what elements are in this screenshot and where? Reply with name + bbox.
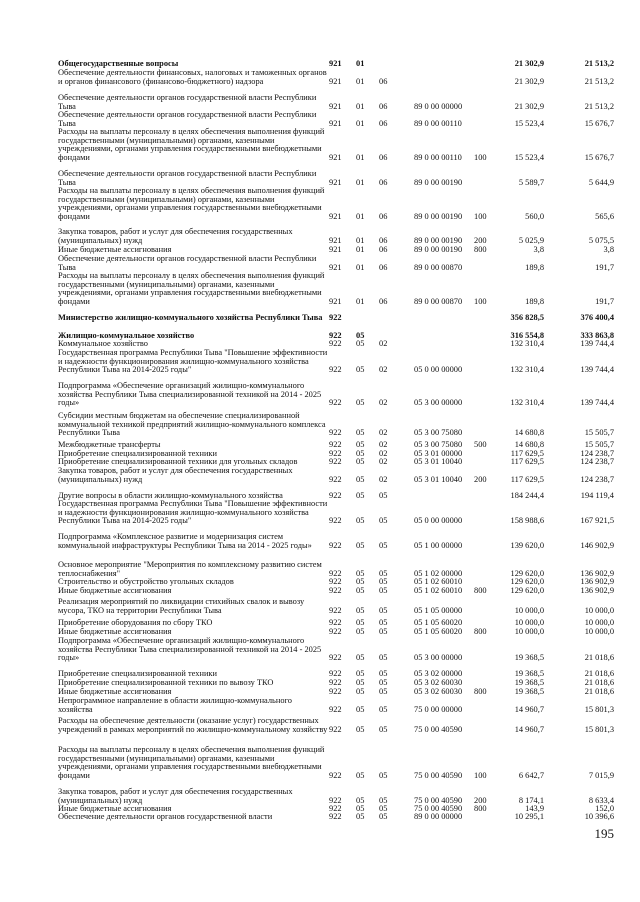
- row-subsection: 05: [379, 724, 388, 734]
- row-target-code: 05 1 02 60010: [414, 586, 463, 595]
- row-section: 01: [356, 235, 365, 245]
- row-amount-year2: 333 863,8: [580, 331, 614, 340]
- row-target-code: 75 0 00 40590: [414, 795, 463, 805]
- row-grbs: 921: [329, 262, 342, 272]
- row-subsection: 05: [379, 653, 388, 663]
- row-name: Иные бюджетные ассигнования: [58, 586, 172, 595]
- row-subsection: 05: [379, 704, 388, 714]
- row-target-code: 89 0 00 00190: [414, 235, 463, 245]
- row-name: Расходы на выплаты персоналу в целях обеспечения выполнения функций государственными (муниципальными) органами, казенными учреждениями, органами управления государственными внебюджетными фондами: [58, 745, 325, 780]
- row-section: 05: [356, 605, 365, 615]
- row-amount-year1: 21 302,9: [514, 101, 544, 111]
- row-amount-year1: 117 629,5: [510, 457, 544, 466]
- row-amount-year1: 117 629,5: [510, 449, 544, 458]
- row-amount-year2: 15 676,7: [584, 152, 614, 162]
- row-amount-year1: 5 025,9: [518, 235, 544, 245]
- row-section: 01: [356, 262, 365, 272]
- row-name: Приобретение специализированной техники по вывозу ТКО: [58, 678, 274, 687]
- row-subsection: 02: [379, 398, 388, 408]
- row-amount-year1: 10 000,0: [514, 618, 544, 627]
- row-grbs: 922: [329, 618, 342, 627]
- row-amount-year1: 21 302,9: [514, 59, 544, 68]
- row-amount-year2: 139 744,4: [580, 398, 614, 408]
- row-subsection: 06: [379, 296, 388, 306]
- row-expense-type: 100: [474, 296, 487, 306]
- row-section: 05: [356, 804, 365, 813]
- row-name: Расходы на выплаты персоналу в целях обеспечения выполнения функций государственными (муниципальными) органами, казенными учреждениями, органами управления государственными внебюджетными фондами: [58, 127, 325, 162]
- row-amount-year1: 15 523,4: [514, 152, 544, 162]
- row-target-code: 05 3 01 00000: [414, 449, 463, 458]
- row-target-code: 05 3 00 75080: [414, 428, 463, 438]
- row-subsection: 05: [379, 491, 388, 500]
- row-amount-year1: 6 642,7: [518, 770, 544, 780]
- row-target-code: 89 0 00 00870: [414, 296, 463, 306]
- page-number: 195: [594, 826, 614, 841]
- row-subsection: 05: [379, 687, 388, 696]
- row-amount-year2: 8 633,4: [588, 795, 614, 805]
- row-subsection: 05: [379, 678, 388, 687]
- row-target-code: 89 0 00 00110: [414, 152, 462, 162]
- row-subsection: 02: [379, 440, 388, 449]
- row-subsection: 06: [379, 262, 388, 272]
- row-name: Обеспечение деятельности органов государственной власти: [58, 812, 273, 821]
- row-amount-year2: 3,8: [603, 245, 614, 254]
- row-name: Межбюджетные трансферты: [58, 440, 161, 449]
- row-name: Иные бюджетные ассигнования: [58, 804, 172, 813]
- row-amount-year2: 5 644,9: [588, 177, 614, 187]
- row-grbs: 922: [329, 474, 342, 484]
- row-target-code: 05 3 02 00000: [414, 669, 463, 678]
- row-target-code: 05 3 00 00000: [414, 653, 463, 663]
- row-amount-year1: 10 000,0: [514, 627, 544, 636]
- row-amount-year2: 21 513,2: [584, 59, 614, 68]
- row-name: Закупка товаров, работ и услуг для обеспечения государственных (муниципальных) нужд: [58, 227, 293, 245]
- row-grbs: 922: [329, 605, 342, 615]
- row-name: Приобретение специализированной техники для угольных складов: [58, 457, 298, 466]
- row-grbs: 921: [329, 235, 342, 245]
- row-amount-year2: 21 018,6: [584, 653, 614, 663]
- row-subsection: 05: [379, 540, 388, 550]
- row-grbs: 922: [329, 669, 342, 678]
- row-section: 05: [356, 540, 365, 550]
- row-grbs: 922: [329, 687, 342, 696]
- row-section: 05: [356, 491, 365, 500]
- row-target-code: 05 1 05 00000: [414, 605, 463, 615]
- row-amount-year2: 124 238,7: [580, 474, 614, 484]
- row-name: Государственная программа Республики Тыва "Повышение эффективности и надежности функционирования жилищно-коммунального хозяйства Республики Тыва на 2014-2025 годы": [58, 499, 328, 526]
- row-subsection: 05: [379, 627, 388, 636]
- row-subsection: 06: [379, 245, 388, 254]
- row-target-code: 05 1 02 00000: [414, 568, 463, 578]
- row-grbs: 922: [329, 770, 342, 780]
- row-section: 05: [356, 398, 365, 408]
- row-amount-year1: 10 295,1: [514, 812, 544, 821]
- row-section: 01: [356, 76, 365, 86]
- row-grbs: 922: [329, 449, 342, 458]
- row-name: Приобретение специализированной техники: [58, 449, 217, 458]
- row-amount-year2: 21 018,6: [584, 678, 614, 687]
- row-section: 05: [356, 687, 365, 696]
- row-grbs: 921: [329, 76, 342, 86]
- row-amount-year2: 139 744,4: [580, 365, 614, 375]
- row-section: 05: [356, 770, 365, 780]
- row-name: Подпрограмма «Обеспечение организаций жилищно-коммунального хозяйства Республики Тыва специализированной техникой на 2014 - 2025 годы»: [58, 381, 322, 408]
- row-target-code: 05 3 01 10040: [414, 474, 463, 484]
- row-subsection: 06: [379, 76, 388, 86]
- row-grbs: 922: [329, 627, 342, 636]
- row-amount-year2: 15 676,7: [584, 118, 614, 128]
- row-subsection: 02: [379, 339, 388, 348]
- row-amount-year1: 560,0: [525, 211, 544, 221]
- row-grbs: 922: [329, 568, 342, 578]
- row-name: Иные бюджетные ассигнования: [58, 627, 172, 636]
- row-grbs: 922: [329, 804, 342, 813]
- row-name: Государственная программа Республики Тыва "Повышение эффективности и надежности функционирования жилищно-коммунального хозяйства Республики Тыва на 2014-2025 годы": [58, 348, 328, 375]
- row-amount-year1: 3,8: [533, 245, 544, 254]
- row-amount-year1: 132 310,4: [510, 398, 544, 408]
- row-grbs: 922: [329, 365, 342, 375]
- row-amount-year1: 15 523,4: [514, 118, 544, 128]
- row-subsection: 05: [379, 804, 388, 813]
- row-section: 01: [356, 59, 365, 68]
- row-name: Обеспечение деятельности органов государственной власти Республики Тыва: [58, 169, 317, 187]
- row-grbs: 922: [329, 457, 342, 466]
- row-section: 05: [356, 812, 365, 821]
- row-amount-year1: 129 620,0: [510, 586, 544, 595]
- row-subsection: 05: [379, 568, 388, 578]
- row-grbs: 921: [329, 177, 342, 187]
- row-amount-year2: 15 505,7: [584, 428, 614, 438]
- row-target-code: 89 0 00 00190: [414, 177, 463, 187]
- row-expense-type: 800: [474, 804, 487, 813]
- row-grbs: 921: [329, 296, 342, 306]
- row-section: 01: [356, 296, 365, 306]
- row-section: 05: [356, 704, 365, 714]
- row-amount-year1: 19 368,5: [514, 687, 544, 696]
- row-target-code: 05 3 02 60030: [414, 687, 463, 696]
- row-amount-year2: 21 018,6: [584, 687, 614, 696]
- row-target-code: 05 0 00 00000: [414, 365, 463, 375]
- row-name: Непрограммное направление в области жилищно-коммунального хозяйства: [58, 696, 292, 714]
- row-expense-type: 200: [474, 795, 487, 805]
- row-name: Расходы на выплаты персоналу в целях обеспечения выполнения функций государственными (муниципальными) органами, казенными учреждениями, органами управления государственными внебюджетными фондами: [58, 186, 325, 221]
- row-expense-type: 100: [474, 211, 487, 221]
- row-grbs: 921: [329, 118, 342, 128]
- row-grbs: 922: [329, 516, 342, 526]
- row-name: Реализация мероприятий по ликвидации стихийных свалок и вывозу мусора, ТКО на территории Республики Тыва: [58, 597, 305, 615]
- row-target-code: 75 0 00 40590: [414, 770, 463, 780]
- row-amount-year2: 565,6: [595, 211, 614, 221]
- row-target-code: 89 0 00 00190: [414, 245, 463, 254]
- row-subsection: 05: [379, 586, 388, 595]
- row-target-code: 89 0 00 00870: [414, 262, 463, 272]
- row-amount-year2: 21 513,2: [584, 101, 614, 111]
- row-subsection: 05: [379, 577, 388, 586]
- row-subsection: 02: [379, 365, 388, 375]
- row-amount-year1: 19 368,5: [514, 653, 544, 663]
- row-section: 01: [356, 245, 365, 254]
- row-target-code: 05 3 02 60030: [414, 678, 463, 687]
- row-section: 05: [356, 577, 365, 586]
- row-amount-year2: 7 015,9: [588, 770, 614, 780]
- row-section: 05: [356, 627, 365, 636]
- row-target-code: 05 0 00 00000: [414, 516, 463, 526]
- row-section: 05: [356, 474, 365, 484]
- row-grbs: 922: [329, 339, 342, 348]
- row-name: Подпрограмма «Комплексное развитие и модернизация систем коммунальной инфраструктуры Республики Тыва на 2014 - 2025 годы»: [58, 532, 312, 550]
- row-amount-year2: 10 396,6: [584, 812, 614, 821]
- row-amount-year1: 8 174,1: [518, 795, 544, 805]
- row-section: 05: [356, 365, 365, 375]
- row-grbs: 922: [329, 795, 342, 805]
- row-amount-year1: 139 620,0: [510, 540, 544, 550]
- row-amount-year1: 184 244,4: [510, 491, 544, 500]
- row-amount-year2: 21 513,2: [584, 76, 614, 86]
- row-expense-type: 800: [474, 687, 487, 696]
- row-target-code: 75 0 00 40590: [414, 724, 463, 734]
- row-grbs: 922: [329, 331, 342, 340]
- row-grbs: 922: [329, 812, 342, 821]
- row-amount-year1: 5 589,7: [518, 177, 544, 187]
- row-name: Закупка товаров, работ и услуг для обеспечения государственных (муниципальных) нужд: [58, 466, 293, 484]
- row-grbs: 922: [329, 313, 342, 322]
- row-subsection: 06: [379, 211, 388, 221]
- row-amount-year2: 194 119,4: [580, 491, 614, 500]
- row-name: Строительство и обустройство угольных складов: [58, 577, 234, 586]
- row-grbs: 922: [329, 678, 342, 687]
- row-section: 05: [356, 653, 365, 663]
- row-name: Закупка товаров, работ и услуг для обеспечения государственных (муниципальных) нужд: [58, 787, 293, 805]
- row-amount-year2: 191,7: [595, 296, 614, 306]
- row-target-code: 05 3 00 00000: [414, 398, 463, 408]
- row-expense-type: 100: [474, 152, 487, 162]
- row-amount-year1: 10 000,0: [514, 605, 544, 615]
- row-target-code: 75 0 00 00000: [414, 704, 463, 714]
- row-amount-year1: 14 680,8: [514, 428, 544, 438]
- row-grbs: 922: [329, 586, 342, 595]
- row-amount-year1: 143,9: [525, 804, 544, 813]
- row-subsection: 06: [379, 101, 388, 111]
- row-section: 05: [356, 568, 365, 578]
- row-subsection: 02: [379, 474, 388, 484]
- row-grbs: 922: [329, 577, 342, 586]
- row-amount-year2: 136 902,9: [580, 577, 614, 586]
- row-subsection: 05: [379, 605, 388, 615]
- row-grbs: 921: [329, 211, 342, 221]
- row-amount-year2: 15 801,3: [584, 704, 614, 714]
- row-name: Другие вопросы в области жилищно-коммунального хозяйства: [58, 491, 283, 500]
- row-subsection: 06: [379, 152, 388, 162]
- row-amount-year2: 152,0: [595, 804, 614, 813]
- row-name: Приобретение оборудования по сбору ТКО: [58, 618, 213, 627]
- row-amount-year2: 124 238,7: [580, 449, 614, 458]
- row-expense-type: 200: [474, 235, 487, 245]
- row-section: 05: [356, 618, 365, 627]
- row-amount-year2: 136 902,9: [580, 568, 614, 578]
- row-amount-year2: 124 238,7: [580, 457, 614, 466]
- row-section: 05: [356, 795, 365, 805]
- row-target-code: 75 0 00 40590: [414, 804, 463, 813]
- row-target-code: 89 0 00 00110: [414, 118, 462, 128]
- row-target-code: 89 0 00 00000: [414, 101, 463, 111]
- row-amount-year1: 132 310,4: [510, 365, 544, 375]
- row-grbs: 922: [329, 724, 342, 734]
- row-subsection: 02: [379, 428, 388, 438]
- row-amount-year2: 136 902,9: [580, 586, 614, 595]
- row-expense-type: 800: [474, 245, 487, 254]
- row-subsection: 05: [379, 812, 388, 821]
- row-section: 05: [356, 586, 365, 595]
- row-amount-year2: 146 902,9: [580, 540, 614, 550]
- row-grbs: 921: [329, 245, 342, 254]
- row-amount-year2: 10 000,0: [584, 605, 614, 615]
- row-section: 05: [356, 724, 365, 734]
- row-section: 01: [356, 177, 365, 187]
- row-section: 05: [356, 678, 365, 687]
- row-amount-year1: 129 620,0: [510, 568, 544, 578]
- row-amount-year1: 117 629,5: [510, 474, 544, 484]
- row-amount-year2: 21 018,6: [584, 669, 614, 678]
- row-grbs: 922: [329, 653, 342, 663]
- row-target-code: 05 3 01 10040: [414, 457, 463, 466]
- row-name: Подпрограмма «Обеспечение организаций жилищно-коммунального хозяйства Республики Тыва специализированной техникой на 2014 - 2025 годы»: [58, 636, 322, 663]
- row-grbs: 921: [329, 101, 342, 111]
- row-section: 01: [356, 118, 365, 128]
- row-subsection: 05: [379, 669, 388, 678]
- row-amount-year2: 139 744,4: [580, 339, 614, 348]
- row-amount-year2: 376 400,4: [580, 313, 614, 322]
- row-grbs: 922: [329, 704, 342, 714]
- row-target-code: 05 1 00 00000: [414, 540, 463, 550]
- row-subsection: 05: [379, 516, 388, 526]
- row-name: Обеспечение деятельности органов государственной власти Республики Тыва: [58, 110, 317, 128]
- row-grbs: 922: [329, 428, 342, 438]
- row-name: Обеспечение деятельности финансовых, налоговых и таможенных органов и органов финансового (финансово-бюджетного) надзора: [58, 68, 327, 86]
- row-grbs: 922: [329, 491, 342, 500]
- row-grbs: 921: [329, 152, 342, 162]
- row-expense-type: 100: [474, 770, 487, 780]
- row-amount-year2: 15 505,7: [584, 440, 614, 449]
- row-section: 05: [356, 516, 365, 526]
- row-grbs: 921: [329, 59, 342, 68]
- row-amount-year2: 15 801,3: [584, 724, 614, 734]
- row-grbs: 922: [329, 540, 342, 550]
- row-subsection: 05: [379, 795, 388, 805]
- row-target-code: 05 1 05 60020: [414, 618, 463, 627]
- row-subsection: 06: [379, 235, 388, 245]
- row-section: 05: [356, 457, 365, 466]
- row-target-code: 05 1 02 60010: [414, 577, 463, 586]
- row-amount-year1: 189,8: [525, 262, 544, 272]
- row-name: Обеспечение деятельности органов государственной власти Республики Тыва: [58, 93, 317, 111]
- row-name: Основное мероприятие "Мероприятия по комплексному развитию систем теплоснабжения": [58, 560, 322, 578]
- row-amount-year1: 14 960,7: [514, 704, 544, 714]
- row-section: 05: [356, 331, 365, 340]
- row-expense-type: 500: [474, 440, 487, 449]
- row-target-code: 05 1 05 60020: [414, 627, 463, 636]
- row-name: Приобретение специализированной техники: [58, 669, 217, 678]
- row-section: 01: [356, 101, 365, 111]
- row-amount-year2: 10 000,0: [584, 618, 614, 627]
- row-expense-type: 200: [474, 474, 487, 484]
- row-expense-type: 800: [474, 586, 487, 595]
- row-name: Министерство жилищно-коммунального хозяйства Республики Тыва: [58, 313, 323, 322]
- row-expense-type: 800: [474, 627, 487, 636]
- row-name: Иные бюджетные ассигнования: [58, 687, 172, 696]
- row-section: 05: [356, 669, 365, 678]
- row-target-code: 89 0 00 00000: [414, 812, 463, 821]
- row-name: Расходы на выплаты персоналу в целях обеспечения выполнения функций государственными (муниципальными) органами, казенными учреждениями, органами управления государственными внебюджетными фондами: [58, 271, 325, 306]
- row-section: 05: [356, 339, 365, 348]
- row-amount-year2: 191,7: [595, 262, 614, 272]
- row-name: Коммунальное хозяйство: [58, 339, 148, 348]
- row-subsection: 02: [379, 457, 388, 466]
- row-amount-year1: 21 302,9: [514, 76, 544, 86]
- row-name: Субсидии местным бюджетам на обеспечение специализированной коммунальной техникой предприятий жилищно-коммунального комплекса Республики Тыва: [58, 411, 326, 438]
- row-section: 01: [356, 211, 365, 221]
- row-amount-year1: 14 960,7: [514, 724, 544, 734]
- row-amount-year1: 356 828,5: [510, 313, 544, 322]
- row-grbs: 922: [329, 440, 342, 449]
- row-target-code: 89 0 00 00190: [414, 211, 463, 221]
- row-amount-year1: 189,8: [525, 296, 544, 306]
- row-amount-year2: 167 921,5: [580, 516, 614, 526]
- row-name: Обеспечение деятельности органов государственной власти Республики Тыва: [58, 254, 317, 272]
- row-amount-year1: 129 620,0: [510, 577, 544, 586]
- row-amount-year2: 5 075,5: [588, 235, 614, 245]
- row-section: 05: [356, 449, 365, 458]
- row-amount-year1: 19 368,5: [514, 678, 544, 687]
- row-amount-year1: 132 310,4: [510, 339, 544, 348]
- row-subsection: 05: [379, 618, 388, 627]
- row-name: Общегосударственные вопросы: [58, 59, 179, 68]
- row-amount-year1: 14 680,8: [514, 440, 544, 449]
- row-section: 05: [356, 440, 365, 449]
- row-subsection: 06: [379, 177, 388, 187]
- row-amount-year1: 316 554,8: [510, 331, 544, 340]
- row-grbs: 922: [329, 398, 342, 408]
- row-amount-year1: 19 368,5: [514, 669, 544, 678]
- row-name: Жилищно-коммунальное хозяйство: [58, 331, 195, 340]
- row-target-code: 05 3 00 75080: [414, 440, 463, 449]
- row-subsection: 06: [379, 118, 388, 128]
- row-name: Иные бюджетные ассигнования: [58, 245, 172, 254]
- row-subsection: 02: [379, 449, 388, 458]
- row-subsection: 05: [379, 770, 388, 780]
- row-name: Расходы на обеспечение деятельности (оказание услуг) государственных учреждений в рамках мероприятий по жилищно-коммунальному хозяйству: [58, 716, 328, 734]
- row-section: 05: [356, 428, 365, 438]
- row-amount-year2: 10 000,0: [584, 627, 614, 636]
- row-amount-year1: 158 988,6: [510, 516, 544, 526]
- row-section: 01: [356, 152, 365, 162]
